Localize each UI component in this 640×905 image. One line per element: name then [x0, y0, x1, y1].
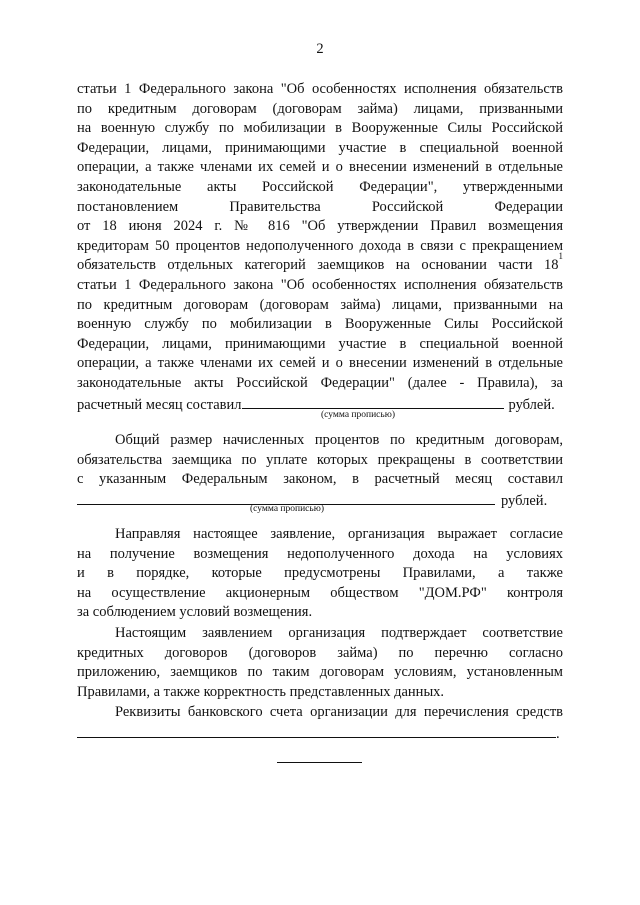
p5-end-mark: . — [556, 725, 560, 742]
p1-line-11: статьи 1 Федерального закона "Об особенностях исполнения обязательств — [77, 277, 563, 293]
p1-line-15: операции, а также членами их семей и о внесении изменений в отдельные — [77, 355, 563, 372]
p2-line-1: Общий размер начисленных процентов по кредитным договорам, — [115, 432, 563, 448]
p1-line-13: военную службу по мобилизации в Вооруженные Силы Российской — [77, 316, 563, 333]
p4-line-4: Правилами, а также корректность представленных данных. — [77, 683, 445, 700]
p1-line-7: постановлением Правительства Российской Федерации — [77, 198, 563, 215]
p2-line-3: с указанным Федеральным законом, в расчетный месяц составил — [77, 471, 563, 488]
p1-line-9: кредиторам 50 процентов недополученного дохода в связи с прекращением — [77, 237, 563, 254]
p1-line-8: от 18 июня 2024 г. № 816 "Об утверждении Правил возмещения — [77, 218, 563, 235]
p4-line-1: Настоящим заявлением организация подтверждает соответствие — [115, 625, 563, 641]
p2-amount-suffix: рублей. — [501, 492, 548, 509]
footnote-superscript: 1 — [558, 251, 563, 262]
p1-amount-blank[interactable] — [242, 394, 504, 409]
p1-line-10 — [77, 251, 563, 276]
p4-line-3: приложению, заемщиков по таким договорам условиям, установленным — [77, 664, 563, 681]
p5-line-1: Реквизиты банковского счета организации для перечисления средств — [115, 704, 563, 720]
footer-separator-line — [277, 762, 362, 763]
p3-line-2: на получение возмещения недополученного дохода на условиях — [77, 545, 563, 562]
p2-amount-caption: (сумма прописью) — [250, 504, 324, 514]
p1-line-2: по кредитным договорам (договорам займа) лицами, призванными — [77, 100, 563, 117]
p3-line-5: за соблюдением условий возмещения. — [77, 604, 313, 621]
p1-line-5: операции, а также членами их семей и о внесении изменений в отдельные — [77, 159, 563, 176]
p1-amount-caption: (сумма прописью) — [321, 410, 395, 420]
p1-line-6: законодательные акты Российской Федерации", утвержденными — [77, 179, 563, 195]
p2-amount-blank[interactable] — [77, 490, 495, 505]
p1-line-4: Федерации, лицами, принимающими участие в специальной военной — [77, 139, 563, 156]
p1-line-14: Федерации, лицами, принимающими участие в специальной военной — [77, 335, 563, 352]
p2-line-2: обязательства заемщика по уплате которых прекращены в соответствии — [77, 451, 563, 468]
p3-line-1: Направляя настоящее заявление, организация выражает согласие — [115, 526, 563, 542]
page-number: 2 — [316, 41, 324, 57]
p1-amount-suffix: рублей. — [508, 396, 555, 413]
p4-line-2: кредитных договоров (договоров займа) по перечню согласно — [77, 644, 563, 661]
p1-line-3: на военную службу по мобилизации в Вооруженные Силы Российской — [77, 120, 563, 137]
p1-line-12: по кредитным договорам (договорам займа) лицами, призванными на — [77, 296, 563, 313]
p1-amount-prefix: расчетный месяц составил — [77, 396, 242, 413]
p1-line-10-text: обязательств отдельных категорий заемщиков на основании части 18 — [77, 257, 559, 274]
p5-account-blank[interactable] — [77, 723, 556, 738]
p1-amount-line — [77, 394, 563, 414]
p3-line-4: на осуществление акционерным обществом "ДОМ.РФ" контроля — [77, 584, 563, 601]
p1-line-16: законодательные акты Российской Федерации" (далее - Правила), за — [77, 375, 563, 391]
p5-account-line — [77, 723, 563, 743]
p3-line-3: и в порядке, которые предусмотрены Правилами, а также — [77, 565, 563, 582]
p1-line-1: статьи 1 Федерального закона "Об особенностях исполнения обязательств — [77, 81, 563, 97]
